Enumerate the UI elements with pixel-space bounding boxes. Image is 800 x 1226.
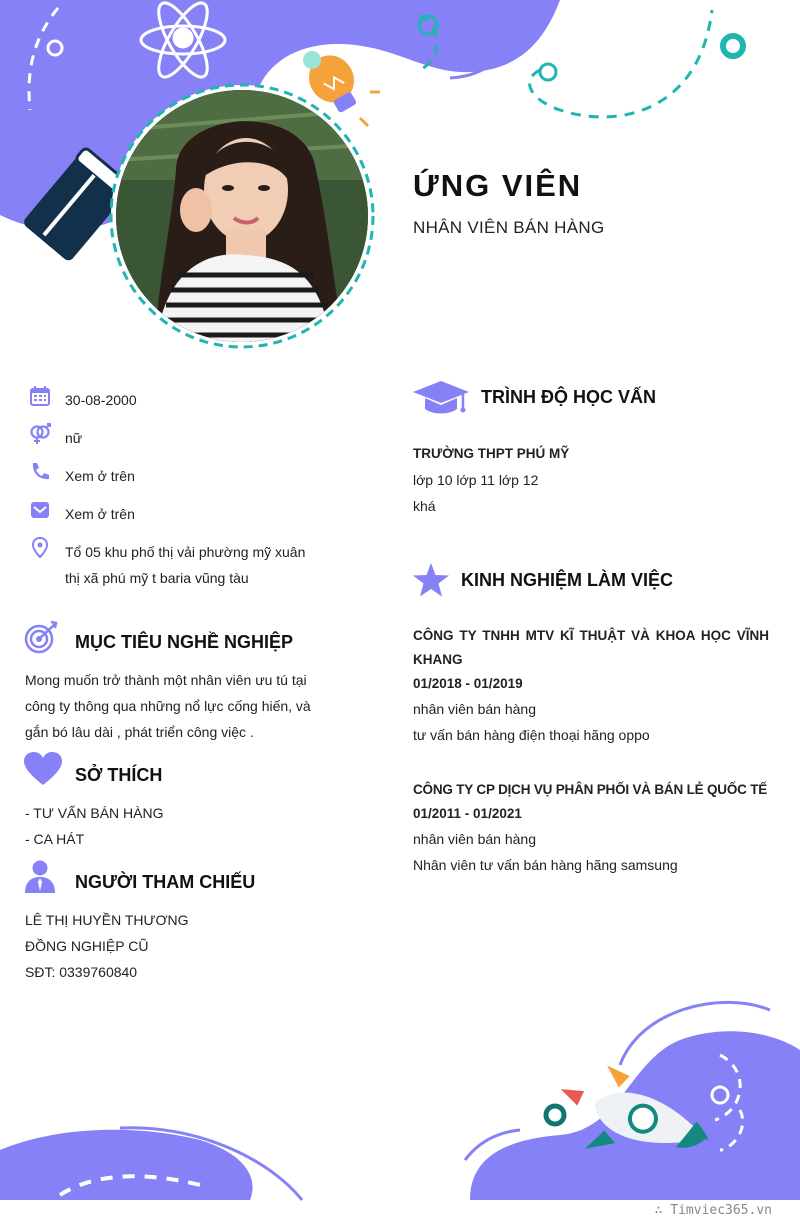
objective-line-2: công ty thông qua những nổ lực cống hiến, và	[25, 698, 311, 714]
job-entry-1	[413, 624, 769, 748]
avatar-photo	[116, 90, 368, 342]
job-company-line-1: CÔNG TY CP DỊCH VỤ PHÂN PHỐI VÀ BÁN LẺ QUỐC TẾ	[413, 782, 768, 797]
education-detail: lớp 10 lớp 11 lớp 12	[413, 472, 539, 488]
school-name: TRƯỜNG THPT PHÚ MỸ	[413, 446, 570, 461]
birthday-value: 30-08-2000	[65, 392, 137, 408]
experience-title: KINH NGHIỆM LÀM VIỆC	[461, 570, 674, 590]
email-icon	[29, 499, 51, 521]
job-desc: tư vấn bán hàng điện thoại hãng oppo	[413, 727, 650, 743]
job-period: 01/2018 - 01/2019	[413, 676, 523, 691]
job-company-line-2: KHANG	[413, 652, 463, 667]
education-details	[413, 441, 773, 519]
graduation-cap-icon	[413, 381, 469, 415]
watermark: ∴ Timviec365.vn	[654, 1203, 772, 1218]
candidate-position: NHÂN VIÊN BÁN HÀNG	[413, 218, 605, 237]
person-icon	[25, 860, 55, 893]
objective-title: MỤC TIÊU NGHỀ NGHIỆP	[75, 632, 294, 652]
address-value	[65, 539, 325, 591]
education-title: TRÌNH ĐỘ HỌC VẤN	[481, 387, 656, 407]
hobbies-title: SỞ THÍCH	[75, 765, 163, 785]
address-line-2: thị xã phú mỹ t baria vũng tàu	[65, 570, 249, 586]
reference-phone: SĐT: 0339760840	[25, 964, 138, 980]
reference-title: NGƯỜI THAM CHIẾU	[75, 872, 256, 892]
calendar-icon	[29, 385, 51, 407]
job-desc: Nhân viên tư vấn bán hàng hãng samsung	[413, 857, 678, 873]
objective-text	[25, 667, 317, 745]
education-grade: khá	[413, 498, 436, 514]
hobby-item: - TƯ VẤN BÁN HÀNG	[25, 805, 164, 821]
reference-details	[25, 907, 325, 985]
objective-line-1: Mong muốn trở thành một nhân viên ưu tú tại	[25, 672, 307, 688]
candidate-name: ỨNG VIÊN	[413, 168, 583, 203]
reference-name: LÊ THỊ HUYỀN THƯƠNG	[25, 912, 189, 928]
location-pin-icon	[29, 537, 51, 559]
gender-icon	[29, 423, 51, 445]
job-company-line-1: CÔNG TY TNHH MTV KĨ THUẬT VÀ KHOA HỌC VĨNH	[413, 628, 769, 643]
star-icon	[413, 563, 449, 597]
phone-value: Xem ở trên	[65, 468, 135, 484]
hobbies-list	[25, 800, 325, 852]
hobby-item: - CA HÁT	[25, 831, 85, 847]
job-role: nhân viên bán hàng	[413, 701, 536, 717]
job-entry-2	[413, 778, 773, 878]
target-icon	[24, 620, 60, 656]
gender-value: nữ	[65, 430, 83, 446]
heart-icon	[24, 752, 62, 786]
job-role: nhân viên bán hàng	[413, 831, 536, 847]
reference-relation: ĐỒNG NGHIỆP CŨ	[25, 938, 149, 954]
portrait-illustration	[116, 90, 368, 342]
address-line-1: Tổ 05 khu phố thị vải phường mỹ xuân	[65, 544, 306, 560]
info-address	[25, 537, 325, 589]
job-period: 01/2011 - 01/2021	[413, 806, 522, 821]
objective-line-3: gắn bó lâu dài , phát triển công việc .	[25, 724, 254, 740]
phone-icon	[29, 461, 51, 483]
avatar	[106, 80, 378, 352]
email-value: Xem ở trên	[65, 506, 135, 522]
